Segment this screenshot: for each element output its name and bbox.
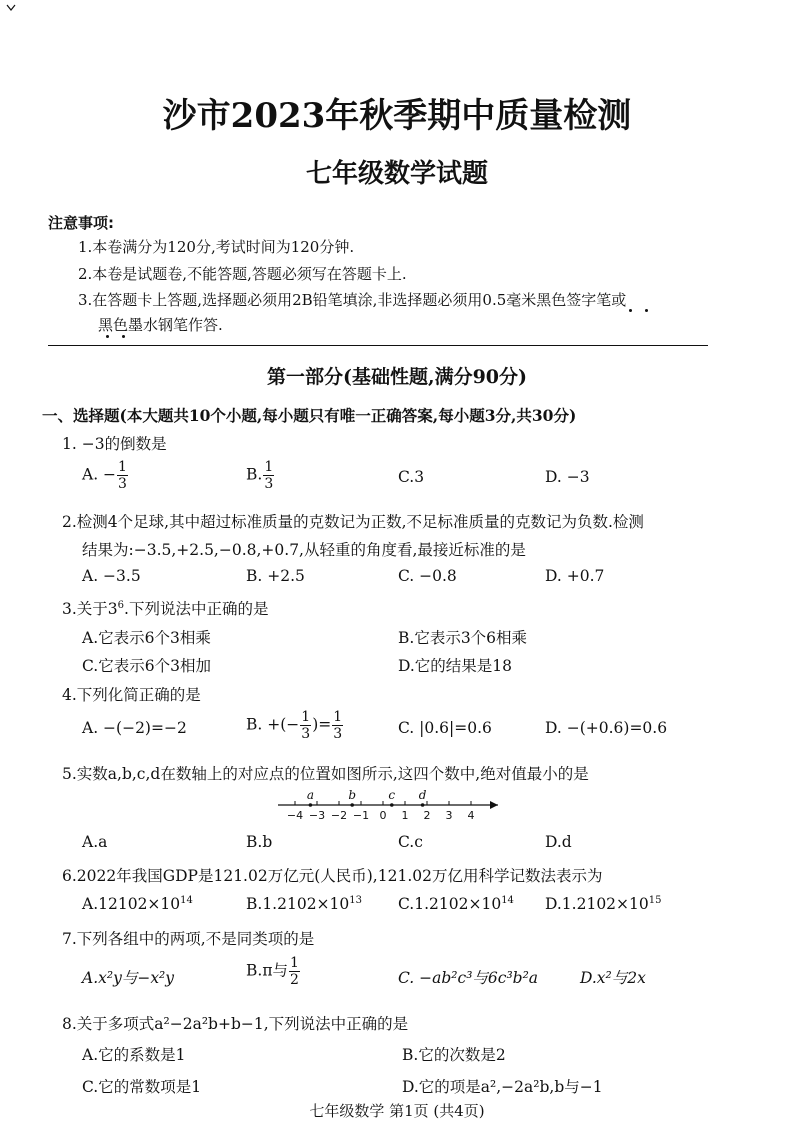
- corner-mark: [6, 4, 16, 12]
- note-2: 2.本卷是试题卷,不能答题,答题必须写在答题卡上.: [78, 265, 407, 283]
- q7-option-a: A.x²y与−x²y: [82, 969, 175, 987]
- q8-option-b: B.它的次数是2: [402, 1046, 506, 1064]
- q7-option-d: D.x²与2x: [580, 969, 646, 987]
- q1-a-label: A. −: [82, 465, 117, 484]
- q6-option-d: $D.1.2102\times 10^{15}$: [545, 894, 662, 913]
- section-title: 一、选择题(本大题共10个小题,每小题只有唯一正确答案,每小题3分,共30分): [42, 406, 577, 425]
- axis-tick-label: 0: [379, 809, 387, 822]
- q1-b-fraction: $\frac{1}{3}$: [264, 459, 274, 492]
- q7-stem: 7.下列各组中的两项,不是同类项的是: [62, 930, 315, 948]
- q4-b-fraction-2: $\frac{1}{3}$: [333, 709, 343, 742]
- axis-tick-label: −2: [330, 809, 348, 822]
- q8-option-a: A.它的系数是1: [82, 1046, 186, 1064]
- q5-option-b: B.b: [246, 833, 273, 851]
- note-3: 3.在答题卡上答题,选择题必须用2B铅笔填涂,非选择题必须用0.5毫米黑色签字笔或: [78, 291, 627, 309]
- axis-arrow: [490, 801, 498, 809]
- emphasis-dot: [122, 335, 125, 338]
- note-1: 1.本卷满分为120分,考试时间为120分钟.: [78, 238, 355, 256]
- q4-option-a: A. −(−2)=−2: [82, 719, 187, 737]
- divider-rule: [48, 345, 708, 346]
- part-title: 第一部分(基础性题,满分90分): [266, 366, 528, 388]
- axis-tick-label: 4: [467, 809, 475, 822]
- q8-option-d: D.它的项是a²,−2a²b,b与−1: [402, 1078, 603, 1096]
- q2-stem-line2: 结果为:−3.5,+2.5,−0.8,+0.7,从轻重的角度看,最接近标准的是: [82, 541, 526, 559]
- q7-option-c: C. −ab²c³与6c³b²a: [398, 969, 539, 987]
- q2-option-b: B. +2.5: [246, 567, 305, 585]
- point-label-a: a: [306, 788, 314, 802]
- q1-option-c: C.3: [398, 468, 425, 486]
- q1-option-a: [82, 460, 129, 491]
- axis-tick-label: −4: [286, 809, 304, 822]
- axis-tick-label: 3: [445, 809, 453, 822]
- q2-option-c: C. −0.8: [398, 567, 457, 585]
- q1-option-d: D. −3: [545, 468, 590, 486]
- q2-stem-line1: 2.检测4个足球,其中超过标准质量的克数记为正数,不足标准质量的克数记为负数.检测: [62, 513, 644, 531]
- page-title: 沙市2023年秋季期中质量检测: [162, 96, 632, 136]
- axis-tick-label: 1: [401, 809, 409, 822]
- page-footer: 七年级数学 第1页 (共4页): [309, 1102, 485, 1120]
- q4-option-c: C. |0.6|=0.6: [398, 719, 492, 737]
- q5-option-c: C.c: [398, 833, 423, 851]
- q8-option-c: C.它的常数项是1: [82, 1078, 202, 1096]
- point-a: [309, 803, 313, 807]
- q6-option-a: $A.12102\times 10^{14}$: [82, 894, 193, 913]
- q7-option-b: B.π与 $\frac{1}{2}$: [246, 955, 299, 988]
- q8-stem: 8.关于多项式a²−2a²b+b−1,下列说法中正确的是: [62, 1015, 409, 1033]
- axis-tick-label: −1: [352, 809, 370, 822]
- q5-stem: 5.实数a,b,c,d在数轴上的对应点的位置如图所示,这四个数中,绝对值最小的是: [62, 765, 589, 783]
- point-label-d: d: [418, 788, 427, 802]
- q1-option-b: [246, 460, 275, 491]
- q5-option-a: A.a: [82, 833, 108, 851]
- q2-option-d: D. +0.7: [545, 567, 605, 585]
- point-c: [390, 803, 394, 807]
- emphasis-dot: [629, 309, 632, 312]
- q4-option-b: B. +(− $\frac{1}{3}$ )= $\frac{1}{3}$: [246, 709, 343, 742]
- q2-option-a: A. −3.5: [82, 567, 141, 585]
- emphasis-dot: [106, 335, 109, 338]
- point-d: [421, 803, 425, 807]
- q3-option-b: B.它表示3个6相乘: [398, 629, 528, 647]
- q6-option-c: $C.1.2102\times 10^{14}$: [398, 894, 514, 913]
- q3-option-a: A.它表示6个3相乘: [82, 629, 211, 647]
- q6-option-b: $B.1.2102\times 10^{13}$: [246, 894, 362, 913]
- q1-stem: 1. −3的倒数是: [62, 435, 167, 453]
- q4-b-fraction-1: $\frac{1}{3}$: [301, 709, 311, 742]
- point-label-b: b: [348, 788, 357, 802]
- q4-option-d: D. −(+0.6)=0.6: [545, 719, 668, 737]
- q7-b-fraction: $\frac{1}{2}$: [290, 955, 299, 988]
- emphasis-dot: [645, 309, 648, 312]
- q1-b-label: B.: [246, 465, 263, 484]
- q3-stem: 3.关于$3^6$.下列说法中正确的是: [62, 599, 269, 618]
- axis-tick-label: −3: [308, 809, 326, 822]
- q6-stem: 6.2022年我国GDP是121.02万亿元(人民币),121.02万亿用科学记数法表示为: [62, 867, 603, 885]
- q5-option-d: D.d: [545, 833, 572, 851]
- notes-heading: 注意事项:: [48, 214, 114, 232]
- page-subtitle: 七年级数学试题: [305, 159, 488, 189]
- point-label-c: c: [388, 788, 396, 802]
- note-3-continued: 黑色墨水钢笔作答.: [98, 316, 223, 334]
- q4-stem: 4.下列化简正确的是: [62, 686, 201, 704]
- q3-option-d: D.它的结果是18: [398, 657, 513, 675]
- axis-tick-label: 2: [423, 809, 431, 822]
- number-line-figure: [270, 787, 510, 823]
- point-b: [350, 803, 354, 807]
- q3-option-c: C.它表示6个3相加: [82, 657, 211, 675]
- q1-a-fraction: $\frac{1}{3}$: [118, 459, 127, 492]
